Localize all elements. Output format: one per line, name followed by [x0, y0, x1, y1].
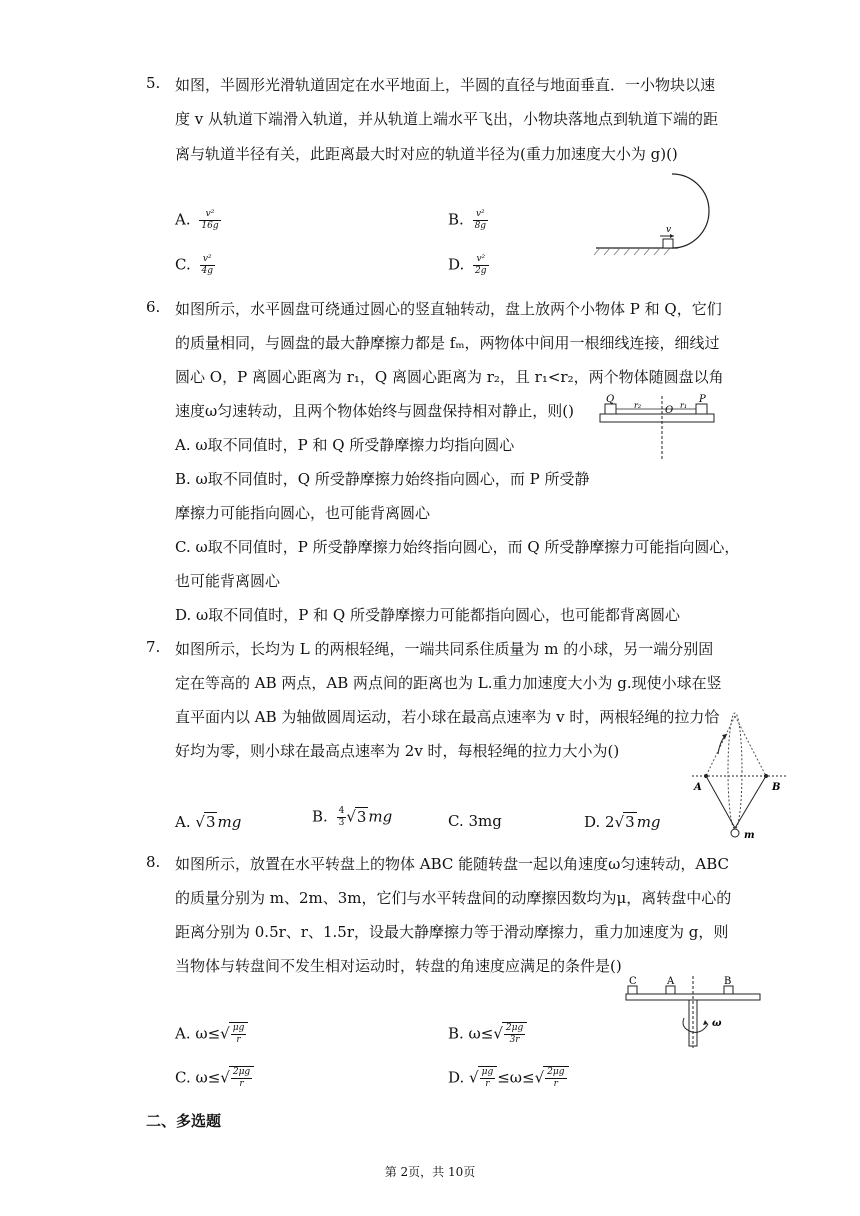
- q6-option-d: D. ω取不同值时，P 和 Q 所受静摩擦力可能都指向圆心，也可能都背离圆心: [175, 606, 680, 624]
- q5-track-figure: [590, 168, 720, 258]
- q7-pendulum-figure: [690, 706, 790, 841]
- q7-line3: 直平面内以 AB 为轴做圆周运动，若小球在最高点速率为 v 时，两根轻绳的拉力恰: [175, 708, 720, 726]
- q7-line2: 定在等高的 AB 两点，AB 两点间的距离也为 L.重力加速度大小为 g.现使小球在竖: [175, 674, 722, 692]
- q8-turntable-figure: [622, 974, 768, 1050]
- q5-option-a: A. $\frac{\text{v²}}{16g}$: [175, 209, 219, 231]
- q8-fig-c-label: C: [629, 976, 637, 987]
- q6-line1: 如图所示，水平圆盘可绕通过圆心的竖直轴转动，盘上放两个小物体 P 和 Q，它们: [175, 300, 722, 318]
- q6-number: 6.: [146, 298, 161, 316]
- q5-line2: 度 v 从轨道下端滑入轨道，并从轨道上端水平飞出，小物块落地点到轨道下端的距: [175, 110, 719, 128]
- q8-line4: 当物体与转盘间不发生相对运动时，转盘的角速度应满足的条件是(): [175, 957, 622, 975]
- q8-fig-omega-label: ω: [712, 1018, 722, 1029]
- q6-fig-r1-label: r₁: [680, 401, 688, 410]
- q8-option-c: C. ω≤√ $\frac{2\mu g}{r}$: [175, 1066, 254, 1090]
- q8-option-d: D. √ $\frac{\mu g}{r}$ ≤ω≤√ $\frac{2\mu g}{r}$: [448, 1066, 569, 1090]
- q6-fig-p-label: P: [699, 394, 706, 405]
- q6-fig-r2-label: r₂: [634, 401, 642, 410]
- section-heading: 二、多选题: [146, 1112, 222, 1130]
- q6-option-b-line1: B. ω取不同值时，Q 所受静摩擦力始终指向圆心，而 P 所受静: [175, 470, 590, 488]
- q7-number: 7.: [146, 638, 161, 656]
- q5-fig-v-label: v: [666, 225, 672, 235]
- q8-option-a: A. ω≤√ $\frac{\mu g}{r}$: [175, 1022, 248, 1046]
- q7-option-a: A. √3 mg: [175, 813, 242, 831]
- q6-option-b-line2: 摩擦力可能指向圆心，也可能背离圆心: [175, 504, 431, 522]
- q5-option-d: D. $\frac{\text{v²}}{2g}$: [448, 254, 487, 276]
- q6-fig-o-label: O: [665, 405, 674, 416]
- q5-option-c: C. $\frac{\text{v²}}{4g}$: [175, 254, 213, 276]
- q7-line1: 如图所示，长均为 L 的两根轻绳，一端共同系住质量为 m 的小球，另一端分别固: [175, 640, 714, 658]
- q6-line4: 速度ω匀速转动，且两个物体始终与圆盘保持相对静止，则(): [175, 402, 574, 420]
- q6-fig-q-label: Q: [606, 394, 615, 405]
- q8-line1: 如图所示，放置在水平转盘上的物体 ABC 能随转盘一起以角速度ω匀速转动，ABC: [175, 855, 729, 873]
- q5-number: 5.: [146, 74, 161, 92]
- q6-disk-figure: [598, 392, 720, 462]
- q6-option-c-line1: C. ω取不同值时，P 所受静摩擦力始终指向圆心，而 Q 所受静摩擦力可能指向圆心，: [175, 538, 740, 556]
- q8-option-b: B. ω≤√ $\frac{2\mu g}{3r}$: [448, 1022, 527, 1046]
- q7-option-b: B. $\frac{4}{3}$ √3 mg: [312, 806, 393, 828]
- q7-option-d: D. 2√3 mg: [584, 813, 661, 831]
- q7-line4: 好均为零，则小球在最高点速率为 2v 时，每根轻绳的拉力大小为(): [175, 742, 620, 760]
- q8-fig-b-label: B: [724, 976, 732, 987]
- q5-line3: 离与轨道半径有关，此距离最大时对应的轨道半径为(重力加速度大小为 g)(): [175, 145, 678, 163]
- q6-option-c-line2: 也可能背离圆心: [175, 572, 281, 590]
- q8-line3: 距离分别为 0.5r、r、1.5r，设最大静摩擦力等于滑动摩擦力，重力加速度为 g，则: [175, 923, 729, 941]
- q8-fig-a-label: A: [667, 976, 675, 987]
- q5-option-b: B. $\frac{\text{v²}}{8g}$: [448, 209, 487, 231]
- q8-number: 8.: [146, 853, 161, 871]
- q6-line3: 圆心 O，P 离圆心距离为 r₁，Q 离圆心距离为 r₂，且 r₁<r₂，两个物体随圆盘以角: [175, 368, 724, 386]
- q7-fig-a-label: A: [694, 782, 702, 793]
- q7-fig-b-label: B: [772, 782, 781, 793]
- q7-option-c: C. 3mg: [448, 812, 502, 830]
- q5-line1: 如图，半圆形光滑轨道固定在水平地面上，半圆的直径与地面垂直．一小物块以速: [175, 76, 716, 94]
- page-footer: 第 2页，共 10页: [384, 1165, 476, 1179]
- q6-option-a: A. ω取不同值时，P 和 Q 所受静摩擦力均指向圆心: [175, 436, 515, 454]
- q7-fig-m-label: m: [744, 830, 755, 841]
- q6-line2: 的质量相同，与圆盘的最大静摩擦力都是 fₘ，两物体中间用一根细线连接，细线过: [175, 334, 720, 352]
- q8-line2: 的质量分别为 m、2m、3m，它们与水平转盘间的动摩擦因数均为μ，离转盘中心的: [175, 889, 732, 907]
